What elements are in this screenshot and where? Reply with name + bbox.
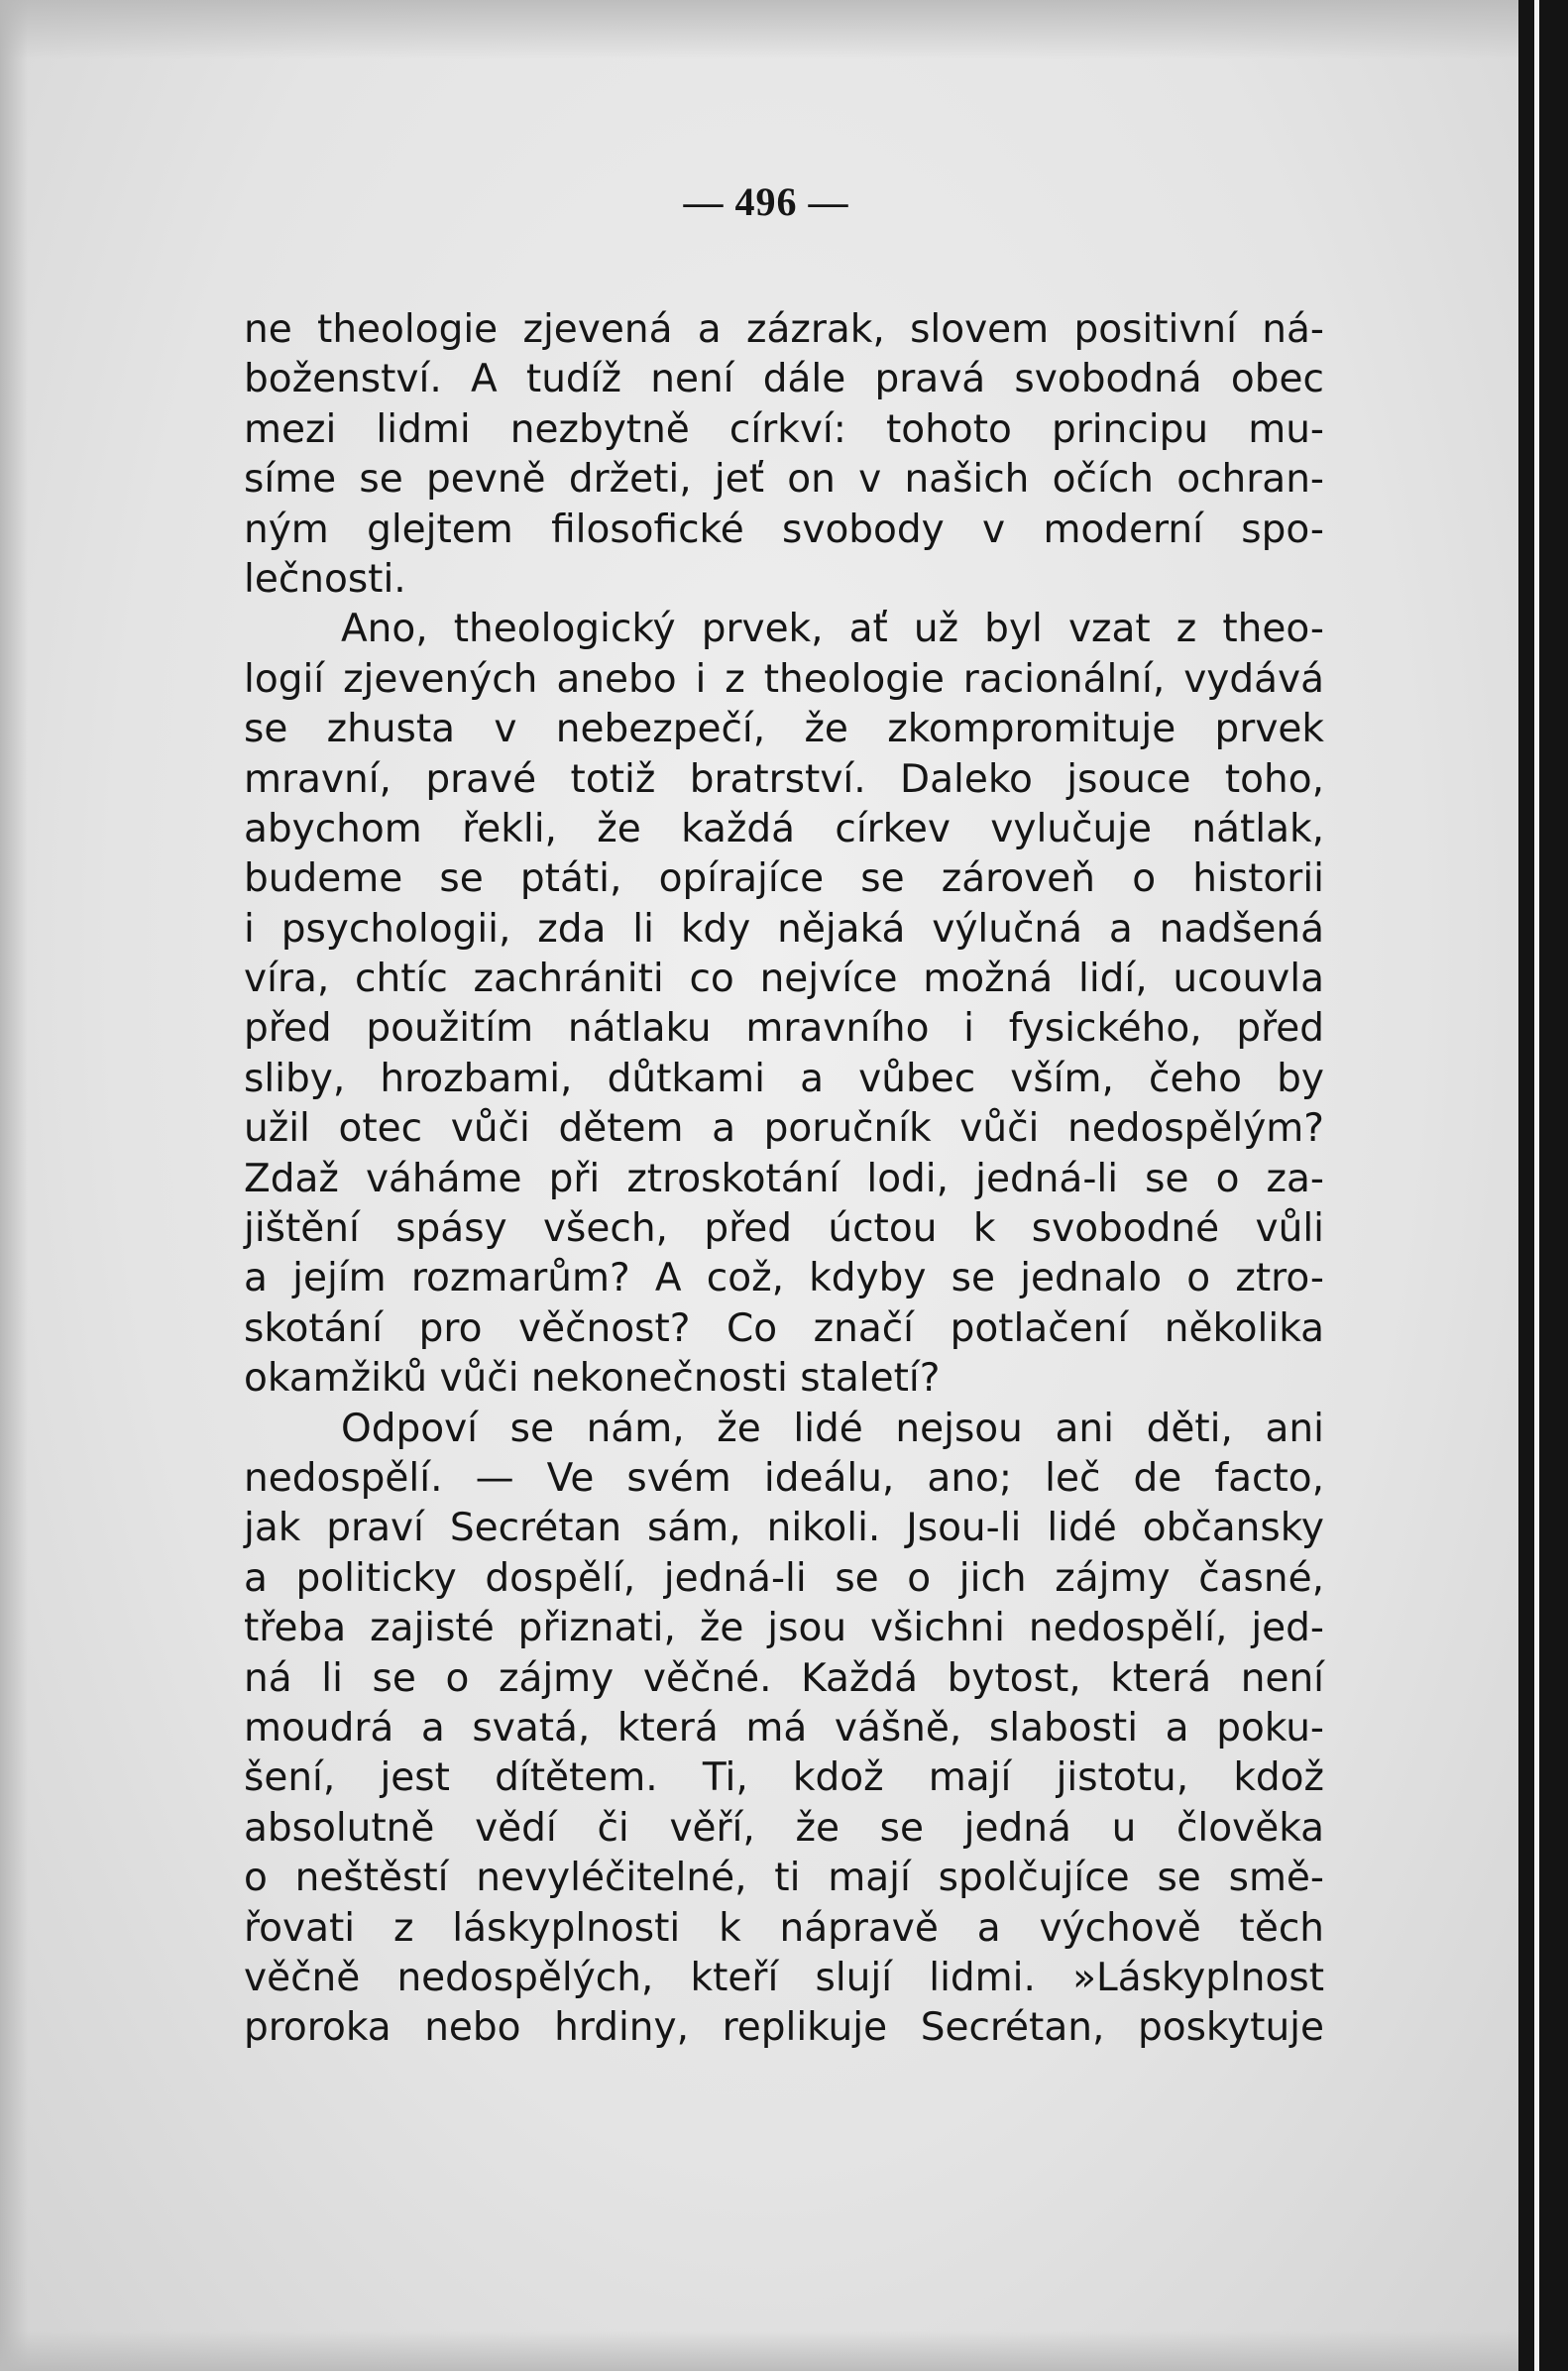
text-line: lečnosti.: [244, 556, 406, 602]
text-line: věčně nedospělých, kteří slují lidmi. »Láskyplnost: [244, 1955, 1324, 2000]
body-text: [244, 305, 1324, 2054]
text-line: síme se pevně držeti, jeť on v našich očích ochran-: [244, 457, 1324, 503]
text-line: Ano, theologický prvek, ať už byl vzat z theo-: [341, 607, 1324, 652]
text-line: sliby, hrozbami, důtkami a vůbec vším, čeho by: [244, 1056, 1324, 1101]
page-bottom-shadow: [0, 2331, 1532, 2371]
book-spine-shadow: [1518, 0, 1568, 2371]
text-line: řovati z láskyplnosti k nápravě a výchově těch: [244, 1905, 1324, 1951]
text-line: víra, chtíc zachrániti co nejvíce možná lidí, ucouvla: [244, 957, 1324, 1002]
text-line: a jejím rozmarům? A což, kdyby se jednalo o ztro-: [244, 1256, 1324, 1301]
text-line: Zdaž váháme při ztroskotání lodi, jedná-li se o za-: [244, 1156, 1324, 1201]
text-line: jištění spásy všech, před úctou k svobodné vůli: [244, 1206, 1324, 1252]
text-line: absolutně vědí či věří, že se jedná u člověka: [244, 1805, 1324, 1851]
text-line: Odpoví se nám, že lidé nejsou ani děti, ani: [341, 1406, 1324, 1451]
text-line: šení, jest dítětem. Ti, kdož mají jistotu, kdož: [244, 1755, 1324, 1801]
text-line: třeba zajisté přiznati, že jsou všichni nedospělí, jed-: [244, 1606, 1324, 1651]
text-line: logií zjevených anebo i z theologie racionální, vydává: [244, 656, 1324, 702]
page-top-shadow: [0, 0, 1532, 59]
page-left-shadow: [0, 0, 28, 2371]
text-line: ným glejtem filosofické svobody v moderní spo-: [244, 507, 1324, 552]
text-line: nedospělí. — Ve svém ideálu, ano; leč de facto,: [244, 1455, 1324, 1501]
text-line: moudrá a svatá, která má vášně, slabosti a poku-: [244, 1705, 1324, 1750]
text-line: užil otec vůči dětem a poručník vůči nedospělým?: [244, 1106, 1324, 1152]
text-line: mravní, pravé totiž bratrství. Daleko jsouce toho,: [244, 756, 1324, 802]
text-line: budeme se ptáti, opírajíce se zároveň o historii: [244, 856, 1324, 902]
book-spine-edge: [1534, 0, 1539, 2371]
text-line: mezi lidmi nezbytně církví: tohoto principu mu-: [244, 406, 1324, 452]
text-line: o neštěstí nevyléčitelné, ti mají spolčujíce se smě-: [244, 1856, 1324, 1901]
text-line: ne theologie zjevená a zázrak, slovem positivní ná-: [244, 307, 1324, 352]
text-line: a politicky dospělí, jedná-li se o jich zájmy časné,: [244, 1555, 1324, 1601]
text-line: abychom řekli, že každá církev vylučuje nátlak,: [244, 806, 1324, 851]
page-number: — 496 —: [683, 179, 849, 224]
text-line: okamžiků vůči nekonečnosti staletí?: [244, 1356, 941, 1402]
text-line: před použitím nátlaku mravního i fysického, před: [244, 1006, 1324, 1052]
text-line: boženství. A tudíž není dále pravá svobodná obec: [244, 357, 1324, 402]
text-line: proroka nebo hrdiny, replikuje Secrétan, poskytuje: [244, 2005, 1324, 2051]
text-line: se zhusta v nebezpečí, že zkompromituje prvek: [244, 707, 1324, 752]
text-line: jak praví Secrétan sám, nikoli. Jsou-li lidé občansky: [244, 1506, 1324, 1551]
text-line: ná li se o zájmy věčné. Každá bytost, která není: [244, 1655, 1324, 1701]
text-line: i psychologii, zda li kdy nějaká výlučná a nadšená: [244, 906, 1324, 952]
text-line: skotání pro věčnost? Co značí potlačení několika: [244, 1305, 1324, 1351]
